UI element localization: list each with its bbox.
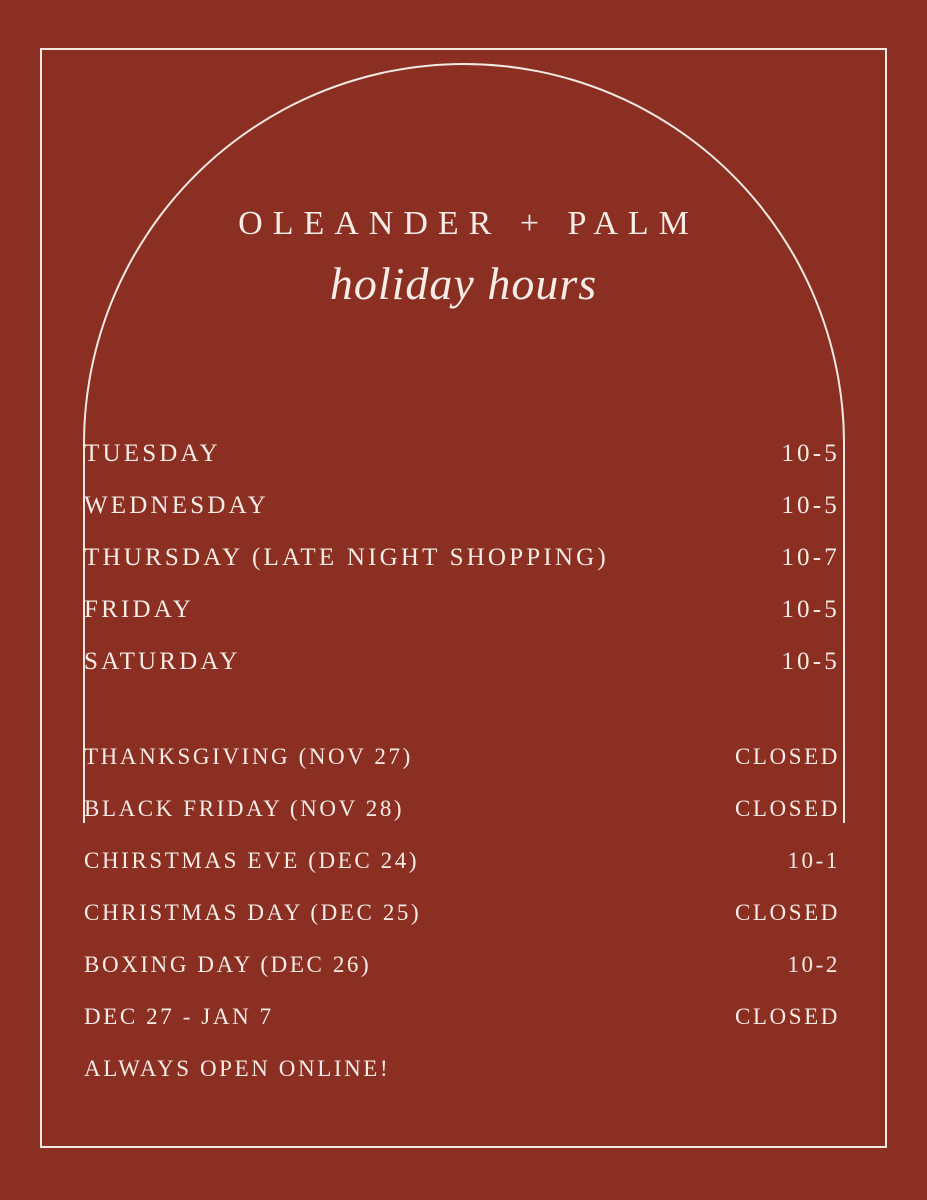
hours-row	[84, 544, 840, 596]
hours-row	[84, 952, 840, 1004]
hours-value: 10-5	[781, 648, 840, 675]
weekly-hours-group	[84, 440, 840, 700]
hours-row	[84, 900, 840, 952]
day-label: BOXING DAY (DEC 26)	[84, 952, 372, 977]
hours-row	[84, 1004, 840, 1056]
hours-row	[84, 596, 840, 648]
hours-value: CLOSED	[734, 744, 840, 769]
hours-value: 10-5	[781, 492, 840, 519]
day-label: CHIRSTMAS EVE (DEC 24)	[84, 848, 420, 873]
hours-value: 10-1	[787, 848, 840, 873]
day-label: THANKSGIVING (NOV 27)	[84, 744, 413, 769]
hours-value: CLOSED	[734, 796, 840, 821]
hours-value: 10-2	[787, 952, 840, 977]
hours-value: 10-7	[781, 544, 840, 571]
day-label: FRIDAY	[84, 596, 194, 623]
hours-row	[84, 440, 840, 492]
hours-value: CLOSED	[734, 1004, 840, 1029]
day-label: WEDNESDAY	[84, 492, 269, 519]
poster-subtitle: holiday hours	[329, 258, 598, 309]
poster-header	[0, 205, 927, 310]
hours-row	[84, 796, 840, 848]
footer-note-row	[84, 1056, 840, 1108]
hours-row	[84, 648, 840, 700]
footer-note: ALWAYS OPEN ONLINE!	[84, 1056, 391, 1081]
hours-list	[84, 440, 840, 1108]
hours-value: CLOSED	[734, 900, 840, 925]
hours-value: 10-5	[781, 596, 840, 623]
brand-name: OLEANDER + PALM	[238, 205, 699, 242]
holiday-hours-group	[84, 744, 840, 1108]
day-label: CHRISTMAS DAY (DEC 25)	[84, 900, 422, 925]
day-label: DEC 27 - JAN 7	[84, 1004, 274, 1029]
section-spacer	[84, 700, 840, 744]
day-label: THURSDAY (LATE NIGHT SHOPPING)	[84, 544, 609, 571]
hours-row	[84, 744, 840, 796]
day-label: TUESDAY	[84, 440, 221, 467]
day-label: BLACK FRIDAY (NOV 28)	[84, 796, 405, 821]
hours-row	[84, 848, 840, 900]
hours-row	[84, 492, 840, 544]
day-label: SATURDAY	[84, 648, 241, 675]
hours-value: 10-5	[781, 440, 840, 467]
